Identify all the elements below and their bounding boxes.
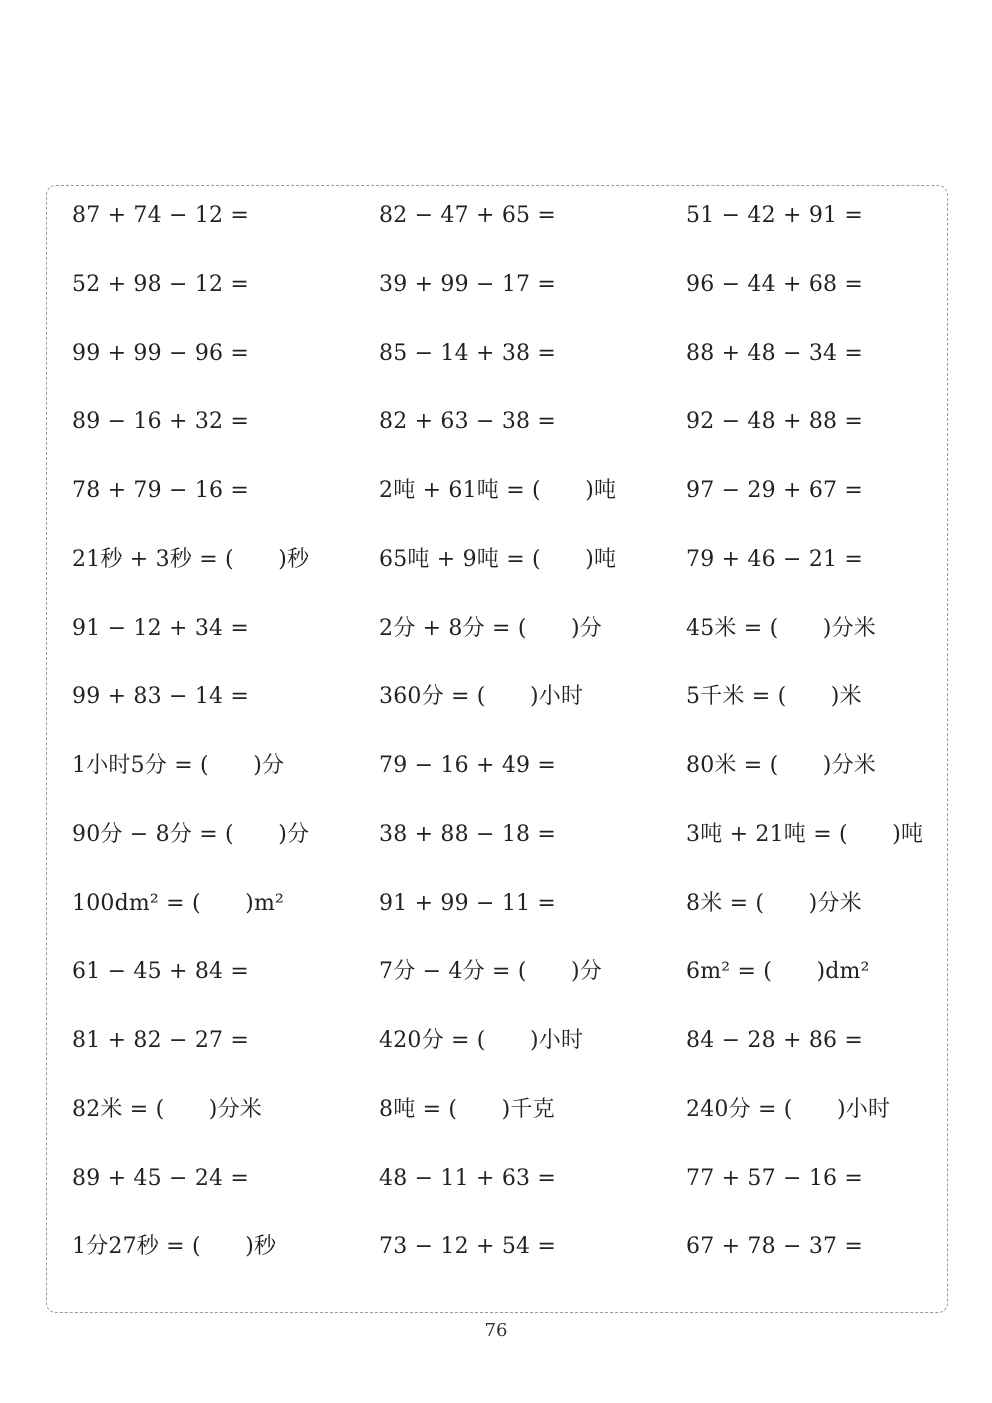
problem-grid: [72, 193, 952, 1293]
problem-item: 2吨 + 61吨 = ( )吨: [379, 478, 617, 503]
page-number: 76: [484, 1320, 508, 1341]
problem-item: 6m² = ( )dm²: [686, 959, 870, 985]
problem-item: 77 + 57 − 16 =: [686, 1165, 864, 1191]
problem-item: 51 − 42 + 91 =: [686, 203, 864, 228]
problem-item: 82 + 63 − 38 =: [379, 409, 557, 435]
problem-item: 360分 = ( )小时: [379, 684, 584, 710]
problem-item: 3吨 + 21吨 = ( )吨: [686, 821, 924, 847]
problem-item: 240分 = ( )小时: [686, 1096, 891, 1122]
problem-item: 21秒 + 3秒 = ( )秒: [72, 546, 310, 572]
problem-item: 82 − 47 + 65 =: [379, 203, 557, 228]
problem-item: 5千米 = ( )米: [686, 684, 862, 710]
problem-item: 39 + 99 − 17 =: [379, 271, 557, 297]
problem-item: 92 − 48 + 88 =: [686, 409, 864, 435]
problem-item: 81 + 82 − 27 =: [72, 1028, 250, 1053]
problem-item: 8吨 = ( )千克: [379, 1096, 555, 1122]
problem-item: 89 − 16 + 32 =: [72, 409, 250, 435]
problem-item: 2分 + 8分 = ( )分: [379, 615, 603, 641]
problem-item: 91 − 12 + 34 =: [72, 615, 250, 641]
problem-item: 85 − 14 + 38 =: [379, 340, 557, 366]
problem-item: 8米 = ( )分米: [686, 890, 862, 916]
problem-item: 89 + 45 − 24 =: [72, 1165, 250, 1191]
problem-item: 80米 = ( )分米: [686, 753, 876, 778]
problem-item: 7分 − 4分 = ( )分: [379, 959, 603, 985]
problem-item: 99 + 83 − 14 =: [72, 684, 250, 710]
problem-item: 78 + 79 − 16 =: [72, 478, 250, 503]
problem-item: 48 − 11 + 63 =: [379, 1165, 557, 1191]
problem-item: 90分 − 8分 = ( )分: [72, 821, 310, 847]
problem-item: 79 − 16 + 49 =: [379, 753, 557, 778]
problem-item: 87 + 74 − 12 =: [72, 203, 250, 228]
problem-item: 73 − 12 + 54 =: [379, 1234, 557, 1260]
problem-item: 1小时5分 = ( )分: [72, 753, 285, 778]
problem-item: 82米 = ( )分米: [72, 1096, 262, 1122]
problem-item: 88 + 48 − 34 =: [686, 340, 864, 366]
problem-item: 65吨 + 9吨 = ( )吨: [379, 546, 617, 572]
problem-item: 91 + 99 − 11 =: [379, 890, 557, 916]
problem-item: 420分 = ( )小时: [379, 1028, 584, 1053]
problem-item: 1分27秒 = ( )秒: [72, 1234, 277, 1260]
problem-item: 99 + 99 − 96 =: [72, 340, 250, 366]
problem-item: 52 + 98 − 12 =: [72, 271, 250, 297]
problem-item: 97 − 29 + 67 =: [686, 478, 864, 503]
problem-item: 79 + 46 − 21 =: [686, 546, 864, 572]
problem-item: 45米 = ( )分米: [686, 615, 876, 641]
problem-item: 67 + 78 − 37 =: [686, 1234, 864, 1260]
problem-item: 38 + 88 − 18 =: [379, 821, 557, 847]
problem-item: 100dm² = ( )m²: [72, 890, 285, 916]
problem-item: 84 − 28 + 86 =: [686, 1028, 864, 1053]
problem-item: 61 − 45 + 84 =: [72, 959, 250, 985]
problem-item: 96 − 44 + 68 =: [686, 271, 864, 297]
